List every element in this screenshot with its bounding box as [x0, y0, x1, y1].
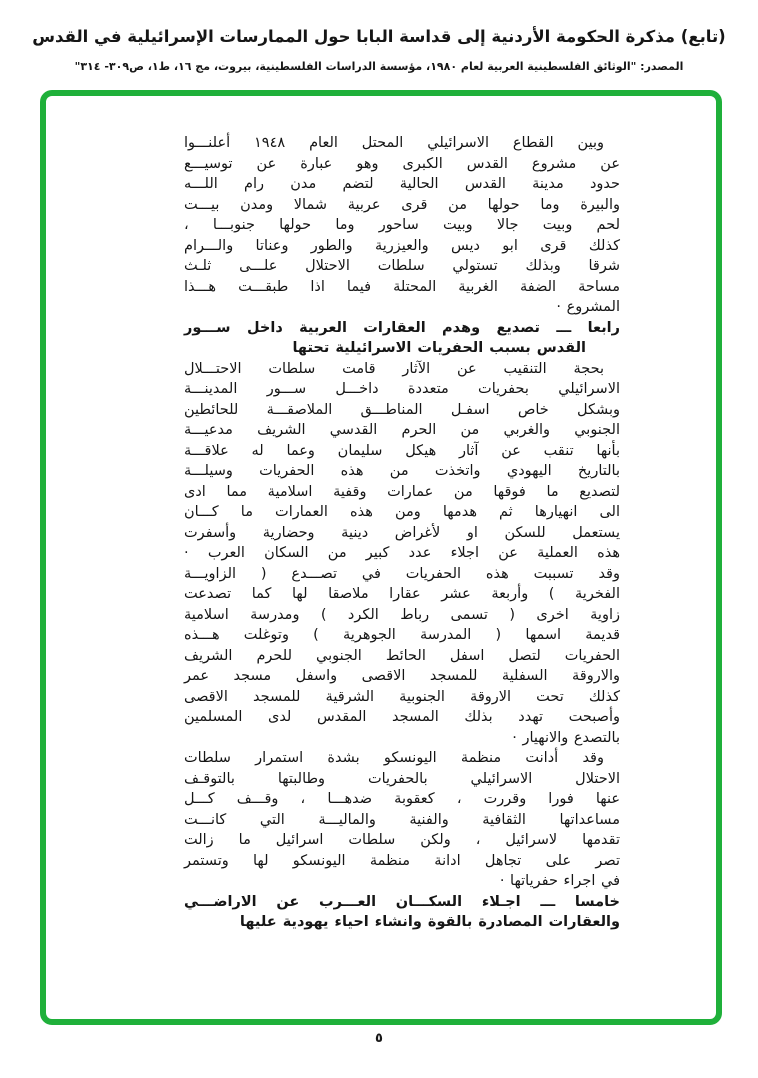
- body-line: بالتصدع والانهيار ·: [512, 729, 620, 746]
- body-line: يستعمل للسكن او لأغراض دينية وحضارية وأسفرت: [184, 524, 620, 541]
- body-line: الاسرائيلي بحفريات متعددة داخـــل ســـور المدينـــة: [184, 381, 620, 397]
- body-line: وبين القطاع الاسرائيلي المحتل العام ١٩٤٨ أعلنـــوا: [184, 135, 604, 151]
- body-line: مساحة الضفة الغربية المحتلة فيما اذا طبقـــت هـــذا: [184, 278, 620, 295]
- body-line: قديمة اسمها ( المدرسة الجوهرية ) وتوغلت هـــذه: [184, 627, 620, 643]
- document-title: (تابع) مذكرة الحكومة الأردنية إلى قداسة البابا حول الممارسات الإسرائيلية في القدس: [32, 27, 726, 46]
- body-line: مساعداتها الثقافية والفنية والماليـــة التي كانـــت: [184, 811, 620, 828]
- body-line: تصر على تجاهل ادانة منظمة اليونسكو لها وتستمر: [184, 852, 620, 869]
- body-line: الى انهيارها ثم هدمها ومن هذه العمارات ما كـــان: [184, 504, 620, 520]
- body-line: شرقا وبذلك تستولي سلطات الاحتلال علـــى ثلـث: [184, 258, 620, 274]
- body-line: بحجة التنقيب عن الآثار قامت سلطات الاحتـــلال: [184, 360, 604, 377]
- heading-line: خامسا ـــ اجـلاء السكـــان العـــرب عن الاراضـــي: [184, 893, 620, 910]
- body-line: كذلك قرى ابو ديس والعيزرية والطور وعناتا والـــرام: [184, 237, 620, 254]
- body-line: عن مشروع القدس الكبرى وهو عبارة عن توسيـــع: [184, 155, 620, 172]
- heading-line: القدس بسبب الحفريات الاسرائيلية تحتها: [292, 340, 586, 356]
- body-line: المشروع ·: [556, 299, 620, 315]
- body-line: هذه العملية عن اجلاء عدد كبير من السكان العرب ·: [184, 545, 620, 561]
- body-line: عنها فورا وقررت ، كعقوبة ضدهـــا ، وقـــف كـــل: [184, 791, 620, 807]
- body-line: الفخرية ) وأربعة عشر عقارا ملاصقا لها كما تصدعت: [184, 586, 620, 602]
- body-line: بالتاريخ اليهودي واتخذت من هذه الحفريات وسيلـــة: [184, 463, 620, 479]
- heading-line: والعقارات المصادرة بالقوة وانشاء احياء يهودية عليها: [239, 914, 620, 930]
- body-line: والبيرة وما حولها من قرى عربية شمالا ومدن بيـــت: [184, 196, 620, 213]
- body-line: زاوية اخرى ( تسمى رباط الكرد ) ومدرسة اسلامية: [184, 606, 620, 623]
- body-text-column: [184, 133, 620, 933]
- body-line: لحم وبيت جالا وبيت ساحور وما حولها جنوبـــا ،: [184, 217, 620, 233]
- body-line: والاروقة السفلية للمسجد الاقصى واسفل مسجد عمر: [184, 668, 620, 684]
- body-line: لتصديع ما فوقها من عمارات وقفية اسلامية مما ادى: [184, 483, 620, 500]
- body-line: وقد تسببت هذه الحفريات في تصـــدع ( الزاويـــة: [184, 565, 620, 582]
- body-line: حدود مدينة القدس الحالية لتضم مدن رام اللـــه: [184, 176, 620, 192]
- body-line: وبشكل خاص اسفـل المناطـــق الملاصقـــة للحائطين: [184, 401, 620, 418]
- body-line: الجنوبي والغربي من الحرم القدسي الشريف مدعيـــة: [184, 422, 620, 438]
- body-line: تقدمها لاسرائيل ، ولكن سلطات اسرائيل ما زالت: [184, 832, 620, 848]
- heading-line: رابعا ـــ تصديع وهدم العقارات العربية داخل ســـور: [184, 319, 620, 336]
- body-line: الاحتلال الاسرائيلي بالحفريات وطالبتها بالتوقـف: [184, 770, 620, 787]
- document-source-citation: المصدر: "الوثائق الفلسطينية العربية لعام ١٩٨٠، مؤسسة الدراسات الفلسطينية، بيروت، مج ١٦، ط١، ص٣٠٩- ٣١٤": [74, 60, 684, 73]
- page-number: ٥: [375, 1031, 383, 1046]
- body-line: بأنها تنقب عن آثار هيكل سليمان وعما له علاقـــة: [184, 442, 620, 459]
- body-line: كذلك تحت الاروقة الجنوبية الشرقية للمسجد الاقصى: [184, 688, 620, 705]
- body-line: الحفريات لتصل اسفل الحائط الجنوبي للحرم الشريف: [184, 647, 620, 664]
- body-line: في اجراء حفرياتها ·: [499, 873, 620, 889]
- body-line: وقد أدانت منظمة اليونسكو بشدة استمرار سلطات: [184, 750, 604, 766]
- body-line: وأصبحت تهدد بذلك المسجد المقدس لدى المسلمين: [184, 709, 620, 725]
